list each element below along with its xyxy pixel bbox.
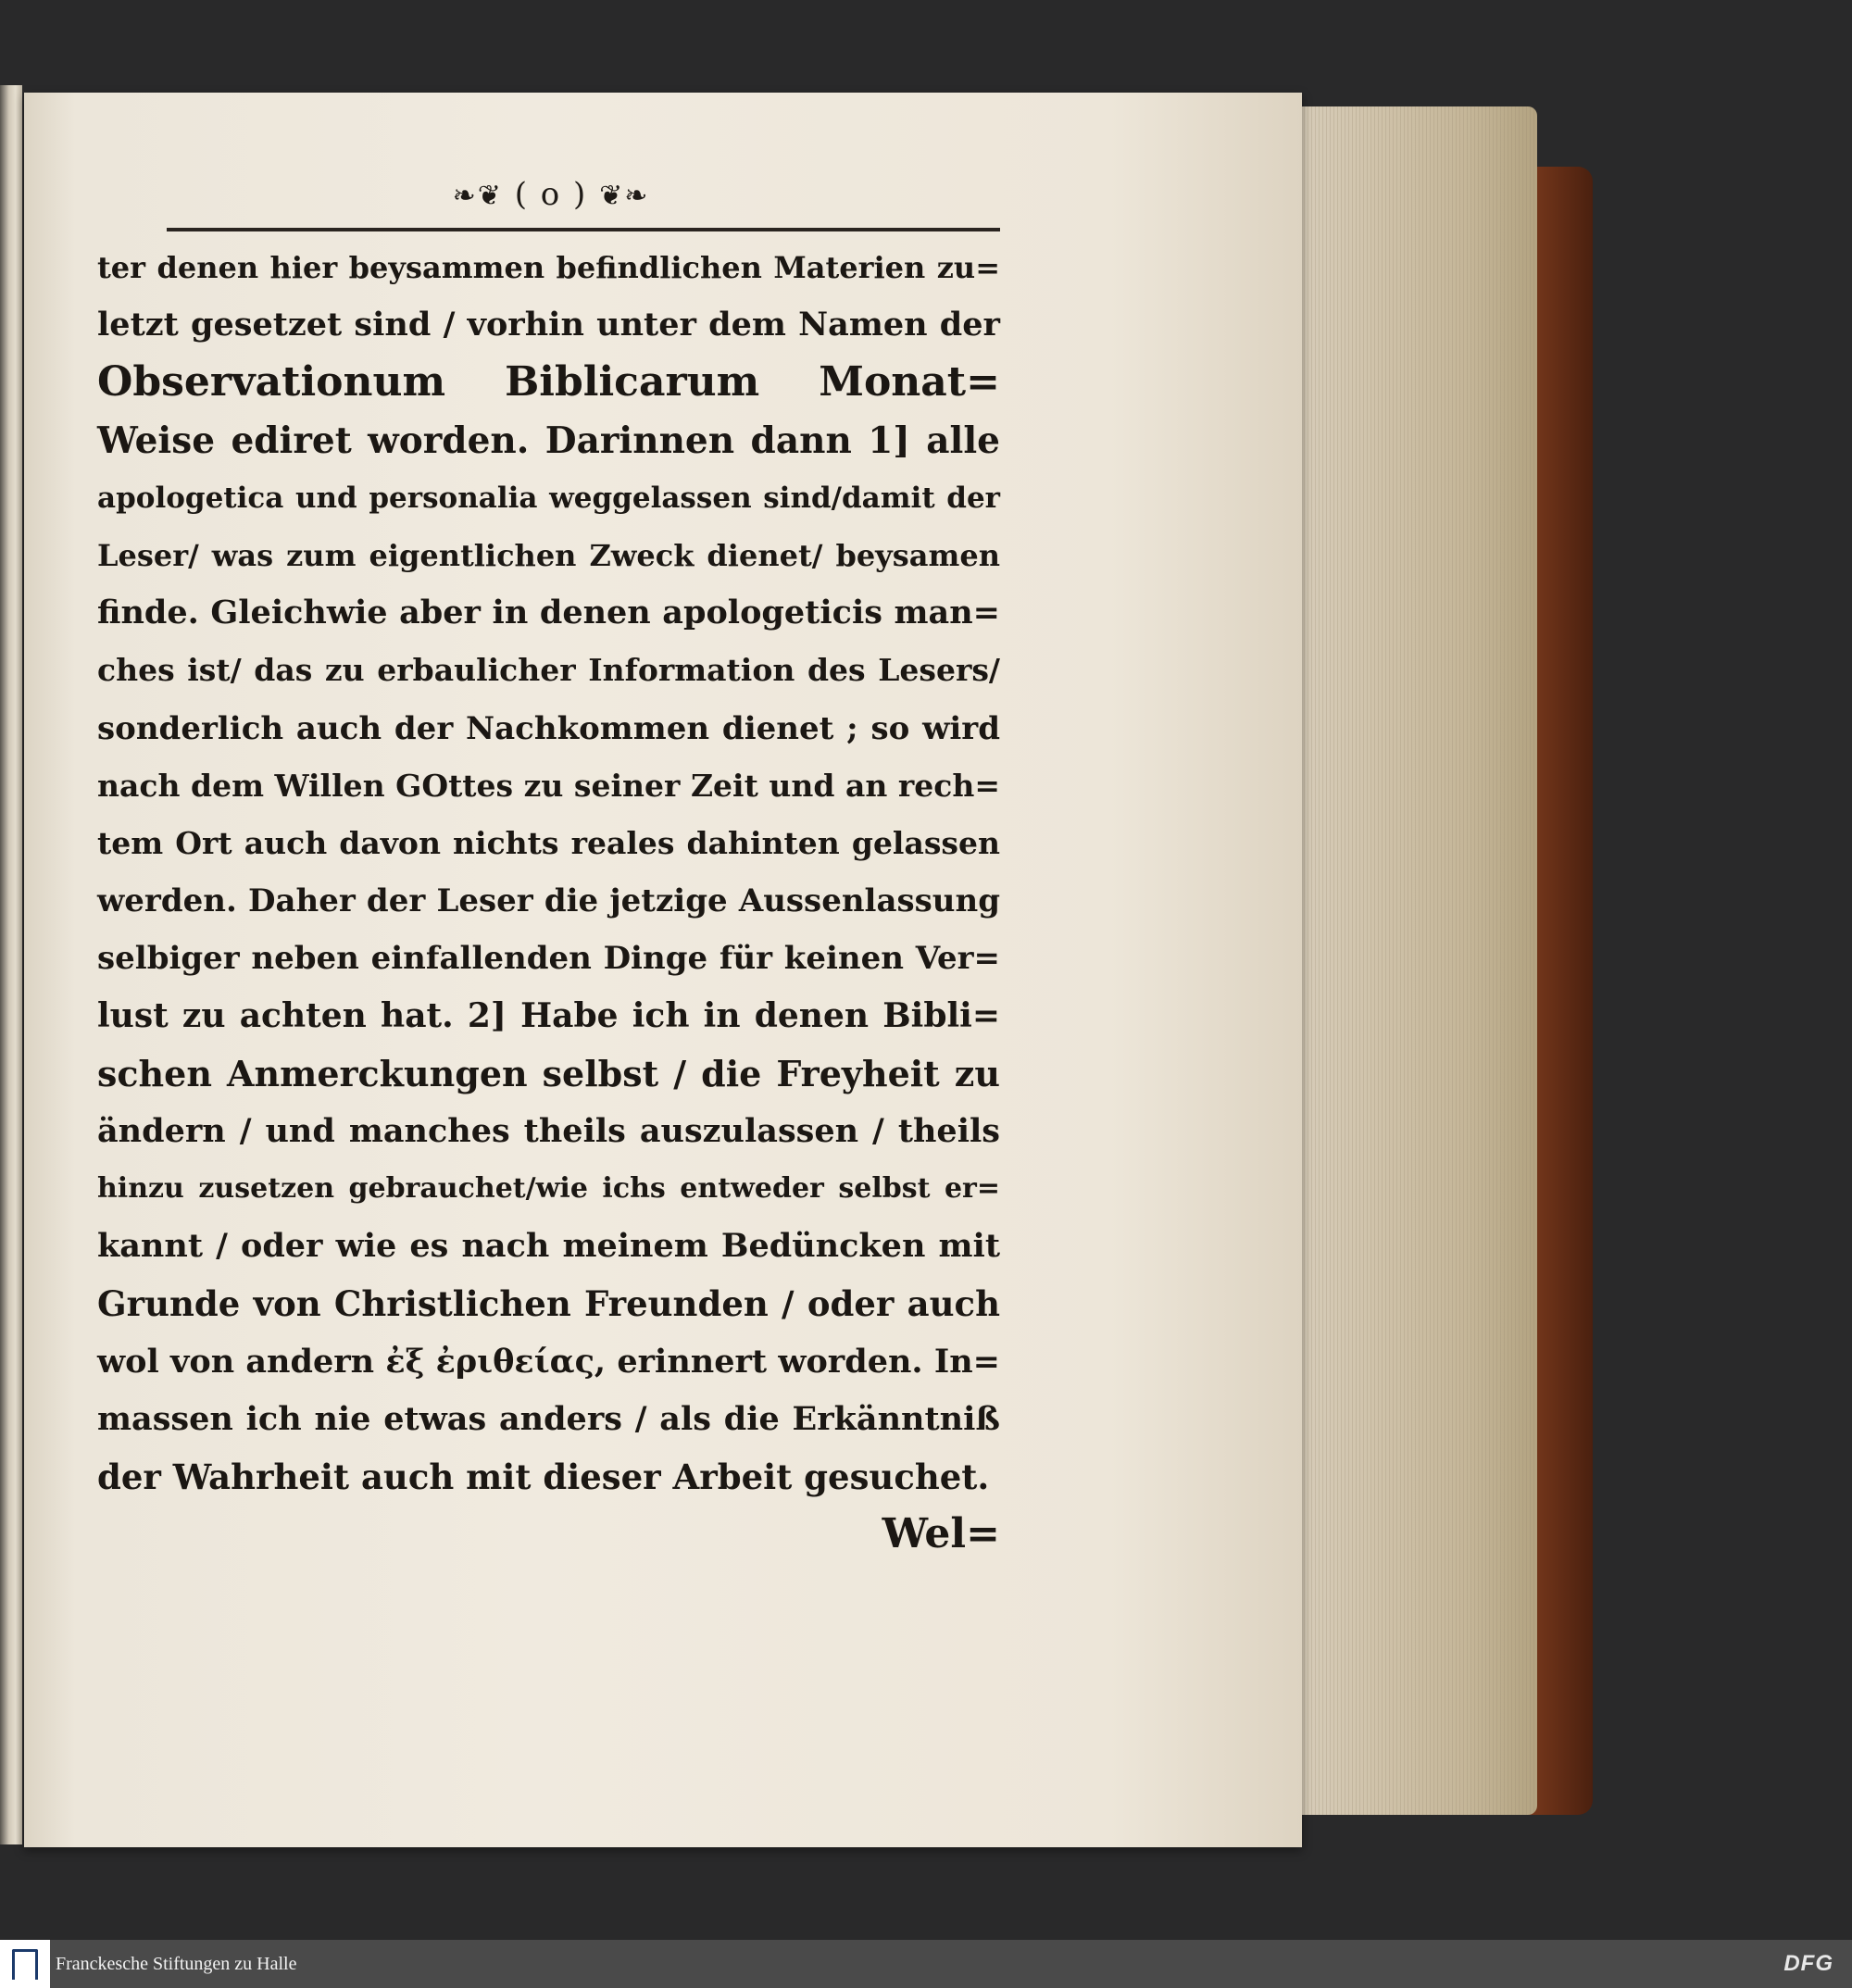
text-line: massen ich nie etwas anders / als die Erkänntniß bbox=[97, 1399, 1000, 1438]
page-number: ( o ) bbox=[514, 176, 588, 213]
text-line: nach dem Willen GOttes zu seiner Zeit und an rech= bbox=[97, 767, 1000, 804]
page-block-edges bbox=[1278, 106, 1537, 1815]
left-page-edge bbox=[0, 85, 22, 1844]
text-line: kannt / oder wie es nach meinem Bedüncken mit bbox=[97, 1227, 1000, 1266]
text-line: selbiger neben einfallenden Dinge für keinen Ver= bbox=[97, 940, 1000, 978]
ornament-left-icon: ❧❦ bbox=[452, 180, 503, 212]
text-line: ändern / und manches theils auszulassen / theils bbox=[97, 1111, 1000, 1150]
text-line: ter denen hier beysammen befindlichen Materien zu= bbox=[97, 250, 1000, 285]
header-rule bbox=[167, 228, 1000, 231]
ornament-right-icon: ❦❧ bbox=[599, 180, 650, 212]
text-line: Observationum Biblicarum Monat= bbox=[97, 358, 1000, 406]
text-line: finde. Gleichwie aber in denen apologeticis man= bbox=[97, 594, 1000, 632]
dfg-logo[interactable]: DFG bbox=[1783, 1951, 1833, 1976]
text-line: Grunde von Christlichen Freunden / oder auch bbox=[97, 1283, 1000, 1325]
text-line: werden. Daher der Leser die jetzige Aussenlassung bbox=[97, 882, 1000, 920]
text-line: tem Ort auch davon nichts reales dahinten gelassen bbox=[97, 824, 1000, 861]
text-line: Leser/ was zum eigentlichen Zweck dienet/ beysamen bbox=[97, 537, 1000, 573]
text-line: ches ist/ das zu erbaulicher Information des Lesers/ bbox=[97, 652, 1000, 689]
text-line: letzt gesetzet sind / vorhin unter dem Namen der bbox=[97, 306, 1000, 344]
text-line: lust zu achten hat. 2] Habe ich in denen Bibli= bbox=[97, 996, 1000, 1036]
page-text bbox=[97, 239, 1000, 1563]
text-line: Weise ediret worden. Darinnen dann 1] alle bbox=[97, 419, 1000, 462]
text-line: sonderlich auch der Nachkommen dienet ; so wird bbox=[97, 709, 1000, 747]
text-line: wol von andern ἐξ ἐριθείας, erinnert worden. In= bbox=[97, 1342, 1000, 1381]
catchword: Wel= bbox=[882, 1510, 1000, 1558]
text-line: der Wahrheit auch mit dieser Arbeit gesuchet. bbox=[97, 1456, 990, 1497]
text-line: hinzu zusetzen gebrauchet/wie ichs entweder selbst er= bbox=[97, 1172, 1000, 1205]
text-line: apologetica und personalia weggelassen sind/damit der bbox=[97, 481, 1000, 515]
institution-name[interactable]: Franckesche Stiftungen zu Halle bbox=[56, 1954, 297, 1974]
text-line: schen Anmerckungen selbst / die Freyheit zu bbox=[97, 1052, 1000, 1094]
institution-logo-icon[interactable] bbox=[0, 1940, 50, 1988]
logo-mark bbox=[12, 1949, 38, 1980]
page-header bbox=[306, 176, 796, 213]
footer-bar bbox=[0, 1940, 1852, 1988]
